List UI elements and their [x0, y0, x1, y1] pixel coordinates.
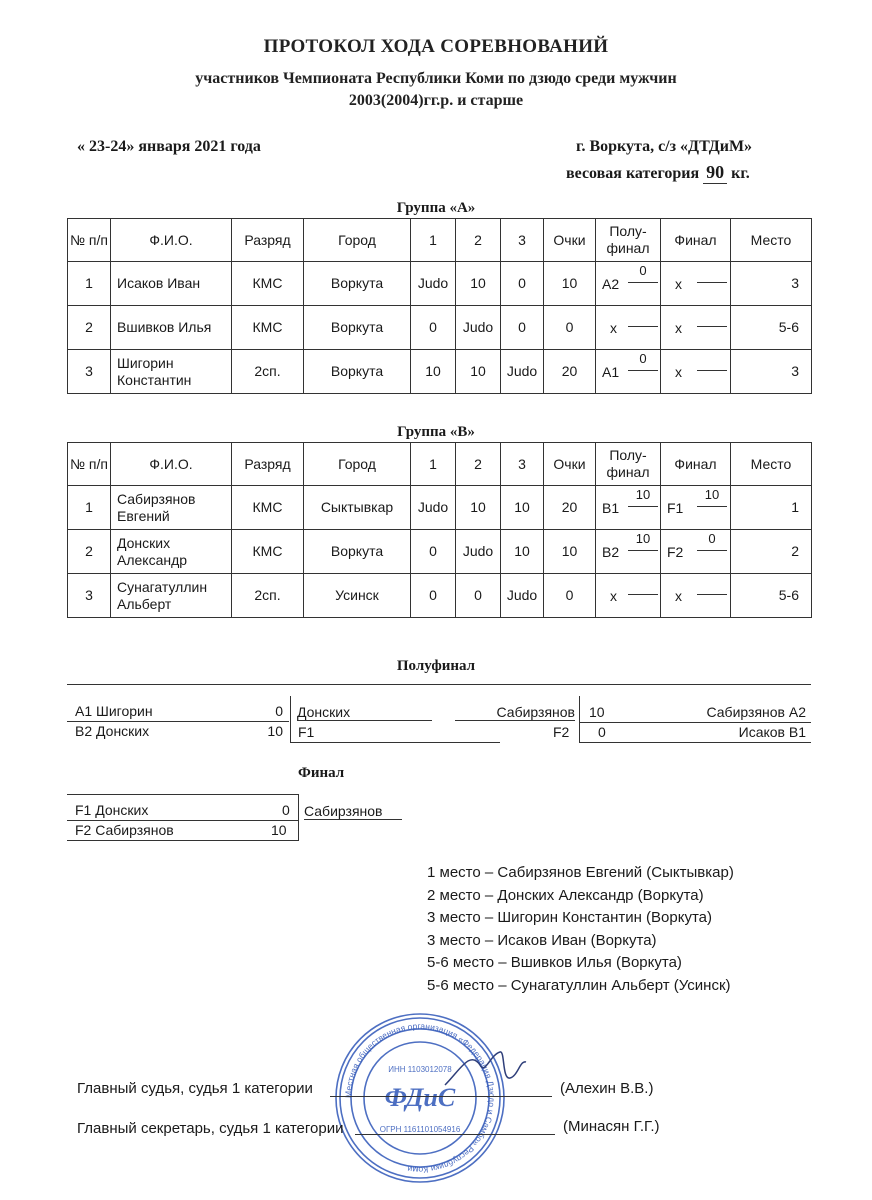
score-line [628, 326, 658, 327]
athlete-name: Исаков Иван [111, 262, 232, 306]
final-top-rule [67, 794, 299, 795]
place: 1 [731, 486, 812, 530]
col-bout-2: 2 [456, 443, 501, 486]
chief-judge-label: Главный судья, судья 1 категории [77, 1080, 313, 1097]
place-item: 1 место – Сабирзянов Евгений (Сыктывкар) [427, 864, 734, 881]
athlete-rank: КМС [232, 486, 304, 530]
document-title: ПРОТОКОЛ ХОДА СОРЕВНОВАНИЙ [263, 36, 609, 57]
final-opponent: х [675, 319, 682, 336]
score-line [697, 370, 727, 371]
semifinal-score: 10 [635, 486, 651, 502]
score-line [697, 506, 727, 507]
col-semifinal: Полу-финал [596, 443, 661, 486]
col-place: Место [731, 443, 812, 486]
weight-category [566, 162, 750, 184]
col-points: Очки [544, 219, 596, 262]
bout-3-result: 10 [501, 486, 544, 530]
col-name: Ф.И.О. [111, 219, 232, 262]
svg-text:ИНН 1103012078: ИНН 1103012078 [388, 1065, 452, 1074]
col-bout-3: 3 [501, 219, 544, 262]
col-name: Ф.И.О. [111, 443, 232, 486]
final-top-score: 0 [282, 802, 290, 818]
points: 10 [544, 262, 596, 306]
athlete-rank: КМС [232, 262, 304, 306]
score-line [628, 550, 658, 551]
semifinal-opponent: В1 [602, 499, 620, 516]
semifinal-score: 10 [635, 530, 651, 546]
event-date: « 23-24» января 2021 года [77, 138, 261, 155]
score-line [697, 550, 727, 551]
athlete-name: Донских Александр [111, 530, 232, 574]
semifinal-score: 0 [639, 350, 647, 366]
final-opponent: F1 [667, 499, 684, 516]
score-line [628, 506, 658, 507]
athlete-name: Вшивков Илья [111, 306, 232, 350]
final-cell [661, 350, 731, 394]
points: 20 [544, 486, 596, 530]
semifinal-opponent: х [610, 587, 617, 604]
semifinal-cell [596, 306, 661, 350]
group-a-table [67, 218, 812, 394]
col-bout-1: 1 [411, 443, 456, 486]
final-score: 0 [708, 530, 716, 546]
place-item: 3 место – Исаков Иван (Воркута) [427, 931, 657, 949]
bout-3-result: 0 [501, 306, 544, 350]
semifinal-cell [596, 262, 661, 306]
place-item: 3 место – Шигорин Константин (Воркута) [427, 909, 713, 926]
group-a-title: Группа «А» [396, 200, 476, 216]
place: 3 [731, 262, 812, 306]
row-number: 3 [68, 574, 111, 618]
final-bottom-rule [67, 840, 299, 841]
bout-2-result: 10 [456, 486, 501, 530]
row-number: 3 [68, 350, 111, 394]
col-bout-1: 1 [411, 219, 456, 262]
score-line [628, 282, 658, 283]
place-item: 5-6 место – Вшивков Илья (Воркута) [427, 954, 682, 971]
document-subtitle: участников Чемпионата Республики Коми по дзюдо среди мужчин [195, 70, 677, 87]
bout-1-result: 0 [411, 574, 456, 618]
col-number: № п/п [68, 219, 111, 262]
table-row [68, 306, 812, 350]
place: 5-6 [731, 574, 812, 618]
final-bottom-athlete: F2 Сабирзянов [75, 822, 174, 838]
final-opponent: х [675, 275, 682, 292]
semifinal-title: Полуфинал [396, 658, 476, 674]
table-row [68, 530, 812, 574]
chief-judge-name: (Алехин В.В.) [560, 1080, 654, 1097]
semifinal-cell [596, 530, 661, 574]
place-item: 2 место – Донских Александр (Воркута) [427, 886, 704, 904]
event-place: г. Воркута, с/з «ДТДиМ» [576, 138, 753, 155]
weight-category-value: 90 [703, 162, 727, 184]
col-place: Место [731, 219, 812, 262]
place-item: 5-6 место – Сунагатуллин Альберт (Усинск) [427, 976, 731, 994]
semifinal-right-bottom-score: 0 [598, 724, 606, 740]
col-points: Очки [544, 443, 596, 486]
weight-category-unit: кг. [731, 165, 750, 182]
table-row [68, 486, 812, 530]
row-number: 1 [68, 486, 111, 530]
col-city: Город [304, 443, 411, 486]
svg-text:ФДиС: ФДиС [384, 1083, 456, 1112]
col-bout-2: 2 [456, 219, 501, 262]
final-top-athlete: F1 Донских [75, 802, 149, 818]
semifinal-right-top-athlete: Сабирзянов А2 [706, 704, 806, 720]
semifinal-bottom-rule [290, 742, 500, 743]
semifinal-top-rule [67, 684, 811, 685]
athlete-city: Воркута [304, 306, 411, 350]
group-b-table [67, 442, 812, 618]
final-opponent: F2 [667, 543, 684, 560]
semifinal-left-top-score: 0 [275, 703, 283, 719]
bout-2-result: Judo [456, 530, 501, 574]
semifinal-opponent: В2 [602, 543, 620, 560]
semifinal-right-top-score: 10 [589, 704, 605, 720]
semifinal-opponent: А1 [602, 363, 620, 380]
points: 10 [544, 530, 596, 574]
chief-judge-signature-line [330, 1096, 552, 1097]
col-number: № п/п [68, 443, 111, 486]
athlete-rank: КМС [232, 306, 304, 350]
bout-1-result: 0 [411, 306, 456, 350]
semifinal-left-bottom-score: 10 [267, 723, 283, 739]
semifinal-cell [596, 350, 661, 394]
semifinal-right-mid-rule [579, 722, 811, 723]
weight-category-label: весовая категория [566, 165, 700, 182]
bout-3-result: Judo [501, 574, 544, 618]
col-bout-3: 3 [501, 443, 544, 486]
athlete-name: Сабирзянов Евгений [111, 486, 232, 530]
score-line [697, 326, 727, 327]
chief-secretary-label: Главный секретарь, судья 1 категории [77, 1120, 344, 1137]
final-cell [661, 486, 731, 530]
table-row [68, 350, 812, 394]
document-subtitle-years: 2003(2004)гг.р. и старше [348, 92, 524, 109]
final-cell [661, 306, 731, 350]
semifinal-left-bracket [290, 696, 291, 743]
table-row [68, 262, 812, 306]
row-number: 2 [68, 530, 111, 574]
bout-1-result: 10 [411, 350, 456, 394]
place: 2 [731, 530, 812, 574]
chief-secretary-name: (Минасян Г.Г.) [563, 1118, 660, 1135]
bout-2-result: 10 [456, 262, 501, 306]
athlete-rank: 2сп. [232, 350, 304, 394]
bout-1-result: Judo [411, 486, 456, 530]
bout-2-result: Judo [456, 306, 501, 350]
bout-1-result: 0 [411, 530, 456, 574]
group-b-title: Группа «В» [397, 424, 475, 440]
final-score: 10 [704, 486, 720, 502]
semifinal-cell [596, 486, 661, 530]
final-opponent: х [675, 363, 682, 380]
semifinal-right-bracket [579, 696, 580, 742]
athlete-city: Воркута [304, 530, 411, 574]
bout-3-result: 10 [501, 530, 544, 574]
athlete-city: Воркута [304, 350, 411, 394]
judge-signature [440, 1040, 530, 1100]
bout-2-result: 0 [456, 574, 501, 618]
athlete-city: Сыктывкар [304, 486, 411, 530]
semifinal-right-bottom-rule [579, 742, 811, 743]
col-rank: Разряд [232, 219, 304, 262]
table-header-row [68, 443, 812, 486]
place: 5-6 [731, 306, 812, 350]
semifinal-right-winner: Сабирзянов [496, 704, 575, 720]
bout-3-result: Judo [501, 350, 544, 394]
semifinal-right-bottom-athlete: Исаков В1 [738, 724, 806, 740]
athlete-name: Шигорин Константин [111, 350, 232, 394]
semifinal-right-code: F2 [553, 724, 570, 740]
semifinal-left-top-row [67, 702, 289, 722]
athlete-city: Усинск [304, 574, 411, 618]
place: 3 [731, 350, 812, 394]
final-title: Финал [298, 765, 345, 781]
table-header-row [68, 219, 812, 262]
table-row [68, 574, 812, 618]
score-line [628, 370, 658, 371]
semifinal-right-winner-line [455, 704, 575, 721]
athlete-name: Сунагатуллин Альберт [111, 574, 232, 618]
semifinal-left-top-athlete: А1 Шигорин [75, 703, 153, 719]
score-line [697, 594, 727, 595]
semifinal-cell [596, 574, 661, 618]
points: 0 [544, 306, 596, 350]
col-city: Город [304, 219, 411, 262]
bout-3-result: 0 [501, 262, 544, 306]
final-cell [661, 262, 731, 306]
col-semifinal: Полу-финал [596, 219, 661, 262]
final-mid-rule [67, 820, 299, 821]
col-rank: Разряд [232, 443, 304, 486]
final-bracket [298, 794, 299, 840]
row-number: 2 [68, 306, 111, 350]
semifinal-left-winner-line [297, 704, 432, 721]
athlete-city: Воркута [304, 262, 411, 306]
semifinal-left-code: F1 [298, 724, 315, 740]
final-winner-line [304, 803, 402, 820]
svg-text:ОГРН 1161101054916: ОГРН 1161101054916 [379, 1125, 461, 1134]
bout-1-result: Judo [411, 262, 456, 306]
bout-2-result: 10 [456, 350, 501, 394]
final-winner: Сабирзянов [304, 803, 383, 819]
semifinal-opponent: А2 [602, 275, 620, 292]
final-cell [661, 574, 731, 618]
athlete-rank: 2сп. [232, 574, 304, 618]
semifinal-score: 0 [639, 262, 647, 278]
points: 20 [544, 350, 596, 394]
chief-secretary-signature-line [355, 1134, 555, 1135]
semifinal-left-bottom-row [67, 722, 289, 741]
col-final: Финал [661, 219, 731, 262]
svg-text:Местная общественная организац: Местная общественная организация «Федерация Дзюдо и Самбо» Республики Коми [342, 1020, 498, 1176]
score-line [697, 282, 727, 283]
semifinal-opponent: х [610, 319, 617, 336]
final-bottom-score: 10 [271, 822, 287, 838]
semifinal-left-pair [67, 702, 289, 742]
score-line [628, 594, 658, 595]
semifinal-left-bottom-athlete: В2 Донских [75, 723, 150, 739]
athlete-rank: КМС [232, 530, 304, 574]
final-opponent: х [675, 587, 682, 604]
points: 0 [544, 574, 596, 618]
semifinal-left-winner: Донских [297, 704, 351, 720]
col-final: Финал [661, 443, 731, 486]
row-number: 1 [68, 262, 111, 306]
places-list [427, 862, 734, 997]
final-cell [661, 530, 731, 574]
